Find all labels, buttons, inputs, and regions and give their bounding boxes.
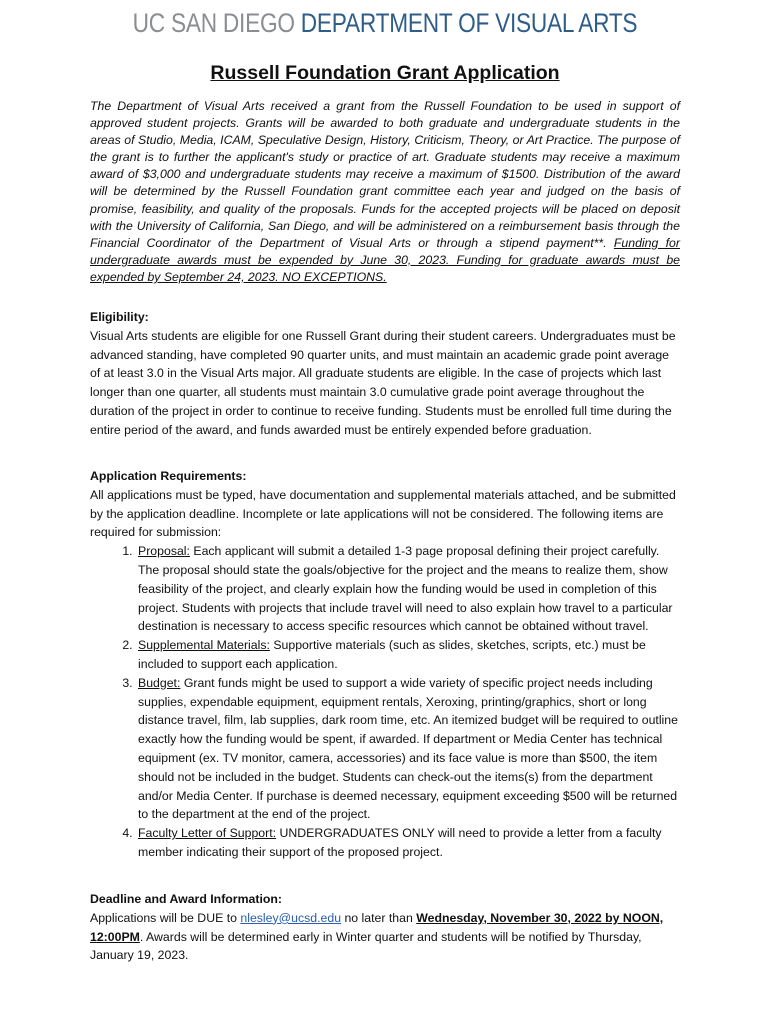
header-university: UC SAN DIEGO [132, 8, 301, 38]
intro-body: The Department of Visual Arts received a grant from the Russell Foundation to be used in support of approved student projects. Grants will be awarded to both graduate and undergraduate students in the areas of Studio, Media, ICAM, Speculative Design, History, Criticism, Theory, or Art Practice. The purpose of the grant is to further the applicant's study or practice of art. Graduate students may receive a maximum award of $3,000 and undergraduate students may receive a maximum of $1500. Distribution of the award will be determined by the Russell Foundation grant committee each year and judged on the basis of promise, feasibility, and quality of the proposals. Funds for the accepted projects will be placed on deposit with the University of California, San Diego, and will be administered on a reimbursement basis through the Financial Coordinator of the Department of Visual Arts or through a stipend payment**. [90, 99, 680, 250]
item-label: Proposal: [138, 544, 190, 559]
deadline-heading: Deadline and Award Information: [90, 892, 282, 906]
list-item [136, 674, 682, 824]
deadline-date: Wednesday, November 30, 2022 by NOON, 12:00PM [90, 910, 664, 944]
deadline-section [90, 890, 682, 965]
header-department: DEPARTMENT OF VISUAL ARTS [300, 8, 638, 38]
deadline-body [90, 909, 682, 965]
item-text: UNDERGRADUATES ONLY will need to provide a letter from a faculty member indicating their support of the proposed project. [138, 826, 662, 859]
list-item [136, 636, 682, 674]
list-item [136, 542, 682, 636]
item-label: Supplemental Materials: [138, 638, 270, 653]
list-item [136, 824, 682, 862]
deadline-text-mid: no later than [341, 910, 417, 925]
requirements-list [90, 542, 682, 862]
requirements-section [90, 467, 682, 862]
item-text: Grant funds might be used to support a wide variety of specific project needs including supplies, expendable equipment, equipment rentals, Xeroxing, printing/graphics, short or long distance travel, film, lab supplies, dark room time, etc. An itemized budget will be required to outline exactly how the funding would be spent, if awarded. If department or Media Center has technical equipment (ex. TV monitor, camera, accessories) and its face value is more than $500, the item should not be included in the budget. Students can check-out the items(s) from the department and/or Media Center. If purchase is deemed necessary, equipment exceeding $500 will be returned to the department at the end of the project. [138, 675, 678, 822]
email-link[interactable]: nlesley@ucsd.edu [240, 910, 342, 925]
requirements-heading: Application Requirements: [90, 469, 247, 483]
intro-paragraph [90, 98, 680, 286]
item-text: Supportive materials (such as slides, sketches, scripts, etc.) must be included to support each application. [138, 638, 646, 671]
item-label: Faculty Letter of Support: [138, 826, 277, 841]
intro-funding-deadline: Funding for undergraduate awards must be expended by June 30, 2023. Funding for graduate awards must be expended by September 24, 2023. NO EXCEPTIONS. [90, 235, 680, 284]
requirements-intro: All applications must be typed, have documentation and supplemental materials attached, and be submitted by the application deadline. Incomplete or late applications will not be considered. The following items are required for submission: [90, 487, 676, 540]
eligibility-body: Visual Arts students are eligible for one Russell Grant during their student careers. Undergraduates must be advanced standing, have completed 90 quarter units, and must maintain an academic grade point average of at least 3.0 in the Visual Arts major. All graduate students are eligible. In the case of projects which last longer than one quarter, all students must maintain 3.0 cumulative grade point average throughout the duration of the project in order to continue to receive funding. Students must be enrolled full time during the entire period of the award, and funds awarded must be entirely expended before graduation. [90, 328, 676, 437]
item-label: Budget: [138, 675, 181, 690]
department-header [62, 8, 709, 39]
eligibility-heading: Eligibility: [90, 310, 149, 324]
deadline-text-pre: Applications will be DUE to [90, 910, 241, 925]
eligibility-section [90, 308, 682, 440]
item-text: Each applicant will submit a detailed 1-3 page proposal defining their project carefully. The proposal should state the goals/objective for the project and the means to realize them, show feasibility of the project, and clearly explain how the funding would be used in completion of this project. Students with projects that include travel will need to also explain how travel to a particular destination is necessary to access specific resources which cannot be obtained without travel. [138, 544, 673, 634]
deadline-text-post: . Awards will be determined early in Winter quarter and students will be notified by Thursday, January 19, 2023. [90, 929, 642, 963]
page-title: Russell Foundation Grant Application [210, 62, 560, 84]
